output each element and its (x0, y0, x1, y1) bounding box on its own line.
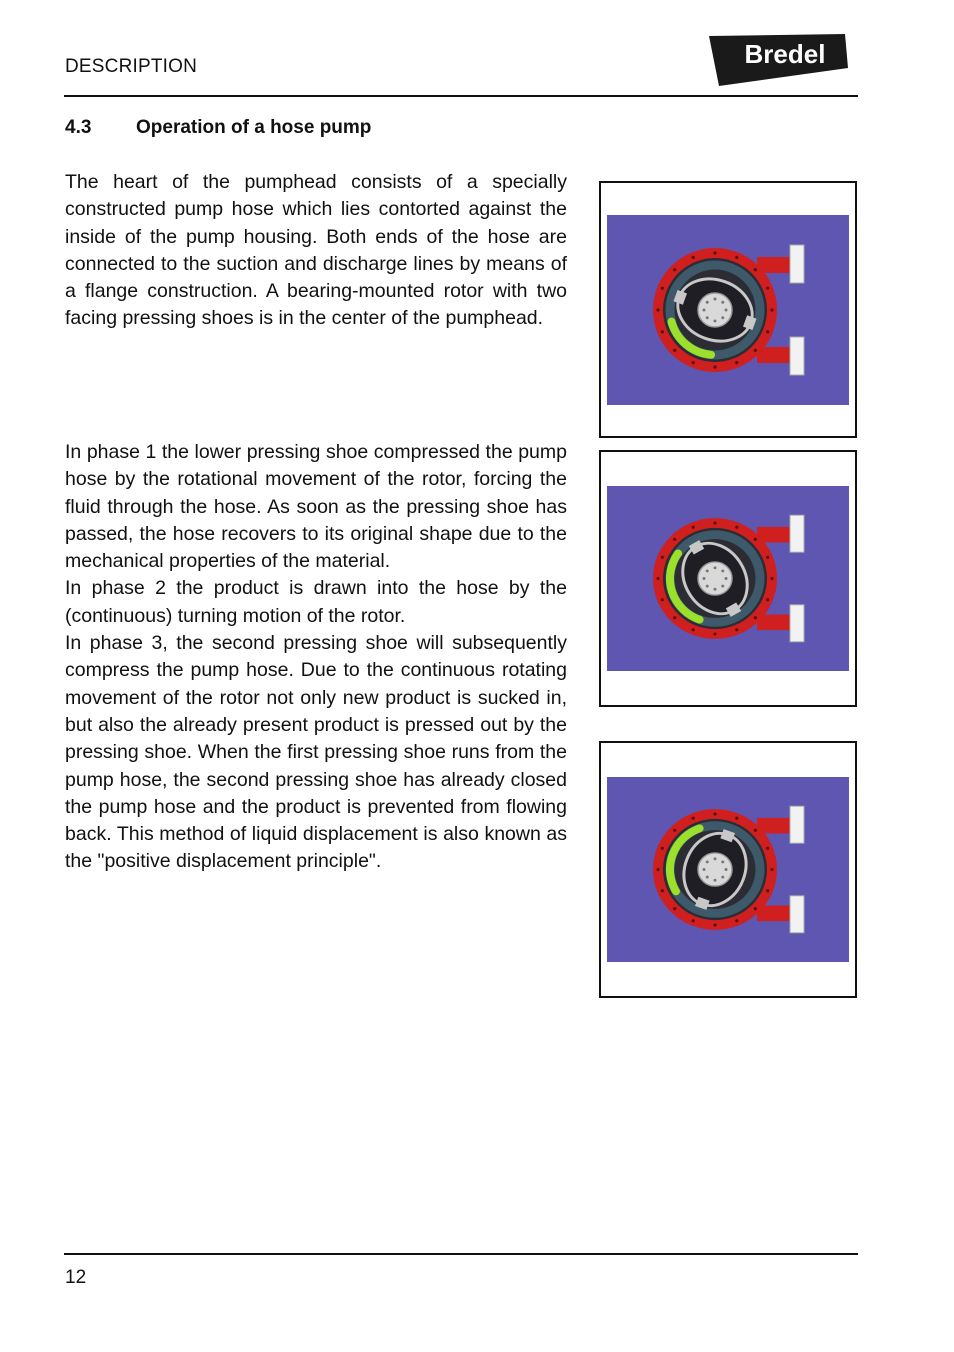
housing-bolt (754, 349, 757, 352)
housing-bolt (692, 256, 695, 259)
housing-bolt (692, 361, 695, 364)
hub-bolt (706, 860, 709, 863)
header-rule (64, 95, 858, 97)
housing-bolt (770, 577, 773, 580)
hub-bolt (714, 298, 717, 301)
pump-figure-2 (599, 450, 857, 707)
housing-bolt (735, 628, 738, 631)
hub-bolt (714, 320, 717, 323)
housing-bolt (766, 330, 769, 333)
housing-bolt (770, 308, 773, 311)
hub-bolt (714, 879, 717, 882)
hub-bolt (706, 301, 709, 304)
hub-bolt (721, 316, 724, 319)
hub-bolt (725, 309, 728, 312)
intro-paragraph: The heart of the pumphead consists of a specially constructed pump hose which lies contorted against the inside of the pump housing. Both ends of the hose are connected to the suction and discharge lines by means of a flange construction. A bearing-mounted rotor with two facing pressing shoes is in the center of the pumphead. (65, 171, 567, 330)
housing-bolt (713, 251, 716, 254)
housing-bolt (692, 628, 695, 631)
hub-bolt (703, 868, 706, 871)
housing-bolt (656, 308, 659, 311)
hub-bolt (706, 316, 709, 319)
housing-bolt (735, 526, 738, 529)
housing-bolt (656, 577, 659, 580)
housing-bolt (766, 847, 769, 850)
hub-bolt (721, 860, 724, 863)
discharge-flange (790, 896, 804, 933)
hub-bolt (706, 585, 709, 588)
suction-flange (790, 245, 804, 283)
housing-bolt (713, 365, 716, 368)
housing-bolt (754, 829, 757, 832)
hub-bolt (721, 585, 724, 588)
housing-bolt (754, 616, 757, 619)
section-number: 4.3 (65, 117, 92, 138)
housing-bolt (735, 256, 738, 259)
phase1-paragraph: In phase 1 the lower pressing shoe compressed the pump hose by the rotational movement of the rotor, forcing the fluid through the hose. As soon as the pressing shoe has passed, the hose recovers to its original shape due to the mechanical properties of the material. (65, 441, 567, 573)
section-heading (65, 117, 371, 139)
hub-bolt (706, 876, 709, 879)
pump-illustration-1 (607, 215, 849, 405)
hub-bolt (725, 868, 728, 871)
housing-bolt (754, 268, 757, 271)
housing-bolt (692, 817, 695, 820)
section-title: Operation of a hose pump (136, 117, 372, 138)
housing-bolt (661, 287, 664, 290)
suction-flange (790, 515, 804, 552)
housing-bolt (754, 907, 757, 910)
housing-bolt (673, 829, 676, 832)
housing-bolt (673, 538, 676, 541)
housing-bolt (673, 616, 676, 619)
housing-bolt (656, 868, 659, 871)
hub-bolt (703, 577, 706, 580)
housing-bolt (713, 812, 716, 815)
hub-bolt (714, 857, 717, 860)
housing-bolt (766, 287, 769, 290)
housing-bolt (735, 361, 738, 364)
housing-bolt (661, 598, 664, 601)
housing-bolt (692, 919, 695, 922)
hub-bolt (721, 301, 724, 304)
housing-bolt (754, 538, 757, 541)
logo-text: Bredel (744, 39, 826, 69)
housing-bolt (735, 919, 738, 922)
housing-bolt (692, 526, 695, 529)
housing-bolt (661, 889, 664, 892)
hub-bolt (714, 566, 717, 569)
suction-flange (790, 806, 804, 843)
discharge-flange (790, 337, 804, 375)
housing-bolt (766, 889, 769, 892)
header-section-label: DESCRIPTION (65, 56, 198, 77)
pump-illustration-3 (607, 777, 849, 962)
housing-bolt (673, 907, 676, 910)
housing-bolt (713, 632, 716, 635)
hub-bolt (706, 569, 709, 572)
housing-bolt (713, 521, 716, 524)
housing-bolt (766, 556, 769, 559)
discharge-flange (790, 605, 804, 642)
bredel-logo (709, 34, 849, 86)
housing-bolt (735, 817, 738, 820)
hub-bolt (703, 309, 706, 312)
housing-bolt (713, 923, 716, 926)
page-number: 12 (65, 1267, 87, 1288)
hub-bolt (721, 569, 724, 572)
phases-text (65, 439, 567, 876)
phase3-paragraph: In phase 3, the second pressing shoe will subsequently compress the pump hose. Due to the continuous rotating movement of the rotor not only new product is sucked in, but also the already present product is pressed out by the pressing shoe. When the first pressing shoe runs from the pump hose, the second pressing shoe has already closed the pump hose and the product is prevented from flowing back. This method of liquid displacement is also known as the "positive displacement principle". (65, 632, 567, 873)
housing-bolt (673, 349, 676, 352)
pump-illustration-2 (607, 486, 849, 671)
hub-bolt (721, 876, 724, 879)
pump-figure-3 (599, 741, 857, 998)
hub-bolt (714, 588, 717, 591)
housing-bolt (661, 847, 664, 850)
housing-bolt (673, 268, 676, 271)
pump-figure-1 (599, 181, 857, 438)
housing-bolt (766, 598, 769, 601)
footer-rule (64, 1253, 858, 1255)
hub-bolt (725, 577, 728, 580)
housing-bolt (770, 868, 773, 871)
phase2-paragraph: In phase 2 the product is drawn into the hose by the (continuous) turning motion of the rotor. (65, 577, 567, 627)
housing-bolt (661, 556, 664, 559)
housing-bolt (661, 330, 664, 333)
